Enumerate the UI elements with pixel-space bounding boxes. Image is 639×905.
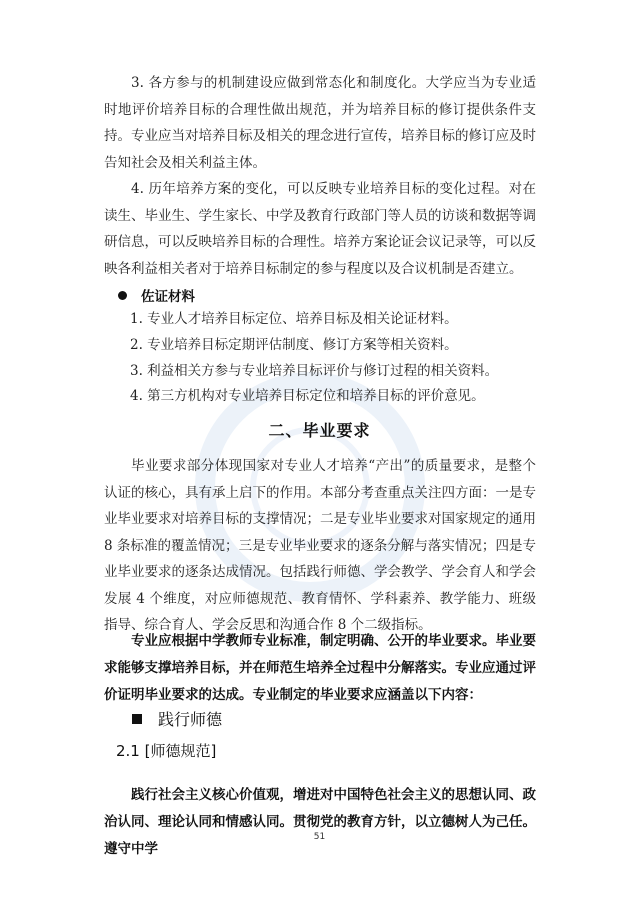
paragraph-4: 4. 历年培养方案的变化，可以反映专业培养目标的变化过程。对在读生、毕业生、学生家长、中学及教育行政部门等人员的访谈和数据等调研信息，可以反映培养目标的合理性。培养方案论证会议记录等，可以反映各利益相关者对于培养目标制定的参与程度以及合议机制是否建立。: [104, 181, 536, 277]
square-bullet-icon: [132, 714, 142, 724]
sub-heading: 2.1 [师德规范]: [116, 742, 217, 760]
paragraph-requirements-intro: 毕业要求部分体现国家对专业人才培养“产出”的质量要求，是整个认证的核心，具有承上启下的作用。本部分考查重点关注四方面：一是专业毕业要求对培养目标的支撑情况；二是专业毕业要求对国家规定的通用 8 条标准的覆盖情况；三是专业毕业要求的逐条分解与落实情况；四是专业毕业要求的逐条达成情况。包括践行师德、学会教学、学会育人和学会发展 4 个维度，对应师德规范、教育情怀、学科素养、教学能力、班级指导、综合育人、学会反思和沟通合作 8 个二级指标。: [104, 458, 536, 633]
bullet-dot-icon: [118, 291, 127, 300]
evidence-heading-label: 佐证材料: [141, 289, 195, 305]
list-item: 3. 利益相关方参与专业培养目标评价与修订过程的相关资料。: [130, 363, 499, 379]
page-number: 51: [313, 832, 326, 842]
section-title: 二、毕业要求: [268, 421, 371, 440]
paragraph-3: 3. 各方参与的机制建设应做到常态化和制度化。大学应当为专业适时地评价培养目标的合理性做出规范，并为培养目标的修订提供条件支持。专业应当对培养目标及相关的理念进行宣传，培养目标的修订应及时告知社会及相关利益主体。: [104, 75, 536, 171]
paragraph-ethics: 践行社会主义核心价值观，增进对中国特色社会主义的思想认同、政治认同、理论认同和情感认同。贯彻党的教育方针，以立德树人为己任。遵守中学: [104, 787, 536, 857]
subsection-heading: [132, 707, 222, 730]
paragraph-requirements-standard: 专业应根据中学教师专业标准，制定明确、公开的毕业要求。毕业要求能够支撑培养目标，并在师范生培养全过程中分解落实。专业应通过评价证明毕业要求的达成。专业制定的毕业要求应涵盖以下内容：: [104, 633, 536, 703]
list-item: 4. 第三方机构对专业培养目标定位和培养目标的评价意见。: [130, 388, 485, 404]
evidence-heading: [118, 285, 195, 305]
list-item: 1. 专业人才培养目标定位、培养目标及相关论证材料。: [130, 311, 458, 327]
list-item: 2. 专业培养目标定期评估制度、修订方案等相关资料。: [130, 337, 458, 353]
subsection-label: 践行师德: [158, 710, 223, 729]
